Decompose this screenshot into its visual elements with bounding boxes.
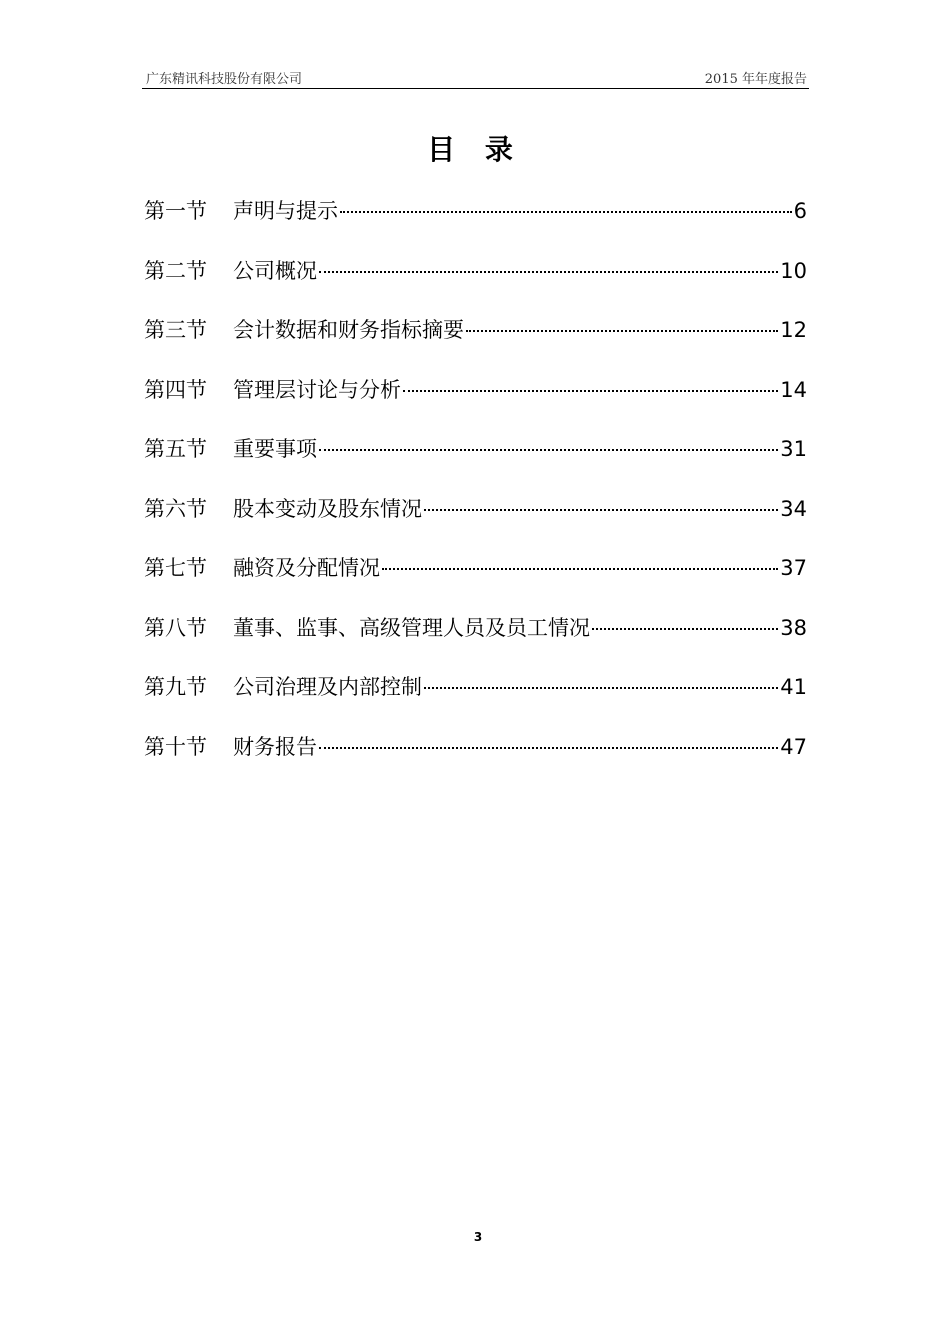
toc-section-number: 第二节 xyxy=(144,258,207,283)
toc-leader-dots xyxy=(592,624,778,630)
page-header xyxy=(142,66,809,89)
toc-leader-dots xyxy=(319,743,778,749)
toc-section-number: 第三节 xyxy=(144,318,207,342)
header-report-title: 2015 年年度报告 xyxy=(704,72,807,87)
toc-section-number: 第七节 xyxy=(144,556,207,580)
toc-leader-dots xyxy=(424,683,778,689)
toc-page-number: 31 xyxy=(780,437,807,461)
toc-leader-dots xyxy=(319,267,778,273)
toc-entry-5[interactable] xyxy=(144,430,807,490)
toc-entry-9[interactable] xyxy=(144,668,807,728)
toc-entry-4[interactable] xyxy=(144,371,807,431)
toc-section-number: 第五节 xyxy=(144,437,207,461)
toc-section-number: 第九节 xyxy=(144,675,207,699)
toc-section-number: 第八节 xyxy=(144,615,207,640)
toc-page-number: 12 xyxy=(780,318,807,342)
toc-page-number: 14 xyxy=(780,377,807,402)
toc-leader-dots xyxy=(424,505,778,511)
toc-section-title: 重要事项 xyxy=(233,437,317,461)
toc-section-title: 公司概况 xyxy=(233,258,317,283)
header-company-name: 广东精讯科技股份有限公司 xyxy=(146,72,303,87)
toc-entry-6[interactable] xyxy=(144,490,807,550)
toc-entry-7[interactable] xyxy=(144,549,807,609)
toc-section-title: 融资及分配情况 xyxy=(233,556,380,580)
toc-page-number: 10 xyxy=(780,258,807,283)
table-of-contents xyxy=(144,192,807,787)
toc-section-title: 财务报告 xyxy=(233,734,317,759)
toc-page-number: 34 xyxy=(780,496,807,521)
toc-page-number: 41 xyxy=(780,675,807,699)
toc-section-number: 第四节 xyxy=(144,377,207,402)
toc-section-title: 股本变动及股东情况 xyxy=(233,496,422,521)
toc-leader-dots xyxy=(340,207,792,213)
toc-entry-2[interactable] xyxy=(144,252,807,312)
toc-leader-dots xyxy=(319,445,778,451)
toc-section-title: 会计数据和财务指标摘要 xyxy=(233,318,464,342)
toc-entry-10[interactable] xyxy=(144,728,807,788)
toc-leader-dots xyxy=(403,386,778,392)
toc-section-number: 第一节 xyxy=(144,199,207,223)
toc-entry-8[interactable] xyxy=(144,609,807,669)
toc-leader-dots xyxy=(466,326,778,332)
toc-section-title: 管理层讨论与分析 xyxy=(233,377,401,402)
toc-page-number: 37 xyxy=(780,556,807,580)
toc-page-number: 47 xyxy=(780,734,807,759)
toc-section-number: 第十节 xyxy=(144,734,207,759)
toc-section-number: 第六节 xyxy=(144,496,207,521)
toc-section-title: 董事、监事、高级管理人员及员工情况 xyxy=(233,615,590,640)
page-number: 3 xyxy=(473,1230,483,1244)
toc-page-number: 6 xyxy=(793,199,807,223)
toc-entry-1[interactable] xyxy=(144,192,807,252)
toc-leader-dots xyxy=(382,564,778,570)
toc-section-title: 公司治理及内部控制 xyxy=(233,675,422,699)
toc-page-number: 38 xyxy=(780,615,807,640)
toc-entry-3[interactable] xyxy=(144,311,807,371)
toc-title: 目 录 xyxy=(427,133,523,166)
toc-section-title: 声明与提示 xyxy=(233,199,338,223)
